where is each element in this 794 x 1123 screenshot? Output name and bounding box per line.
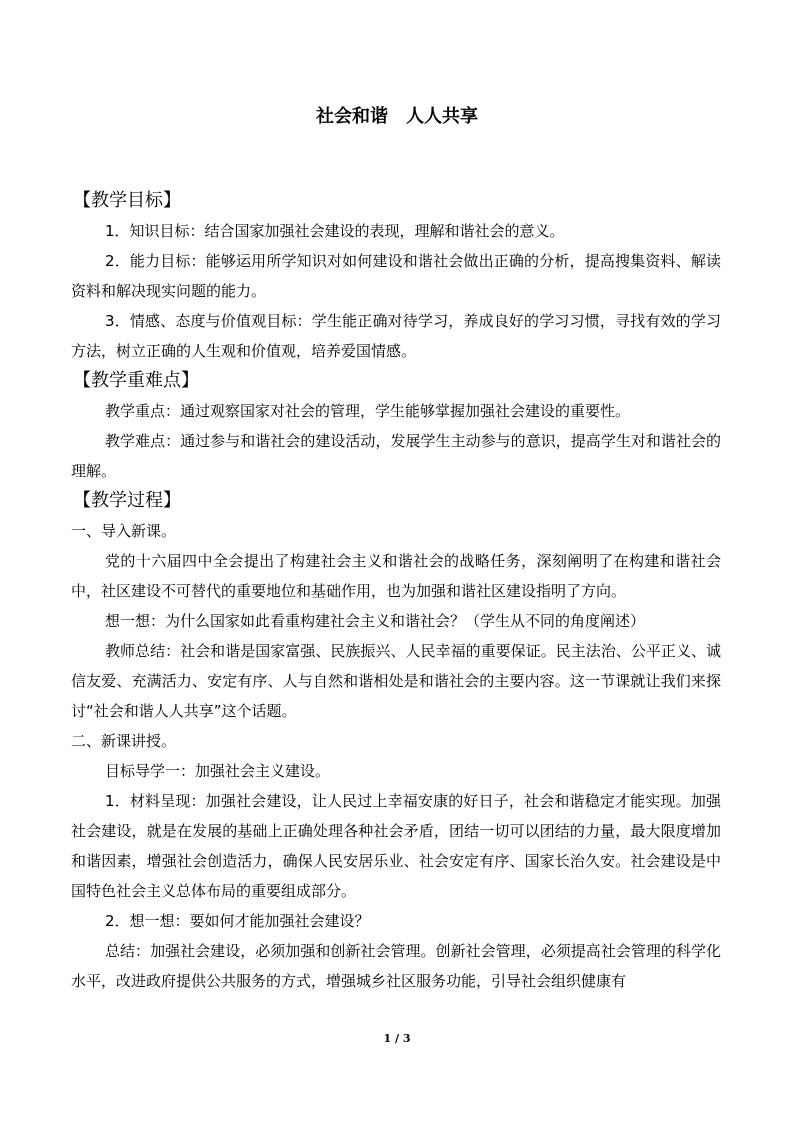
page-number: 1 / 3 (383, 1032, 411, 1045)
paragraph: 党的十六届四中全会提出了构建社会主义和谐社会的战略任务，深刻阐明了在构建和谐社会中，社区建设不可替代的重要地位和基础作用，也为加强和谐社区建设指明了方向。 (71, 552, 721, 600)
page-title: 社会和谐 人人共享 (316, 106, 478, 127)
document-body (71, 186, 721, 996)
section-introduction: 一、导入新课。 (71, 522, 177, 540)
paragraph: 总结：加强社会建设，必须加强和创新社会管理。创新社会管理，必须提高社会管理的科学化水平，改进政府提供公共服务的方式，增强城乡社区服务功能，引导社会组织健康有 (71, 942, 721, 990)
goal-emotion: 3．情感、态度与价值观目标：学生能正确对待学习，养成良好的学习习惯，寻找有效的学习方法，树立正确的人生观和价值观，培养爱国情感。 (71, 312, 721, 360)
difficult-point: 教学难点：通过参与和谐社会的建设活动，发展学生主动参与的意识，提高学生对和谐社会的理解。 (71, 432, 721, 480)
paragraph: 教师总结：社会和谐是国家富强、民族振兴、人民幸福的重要保证。民主法治、公平正义、诚信友爱、充满活力、安定有序、人与自然和谐相处是和谐社会的主要内容。这一节课就让我们来探讨“社会和谐人人共享”这个话题。 (71, 642, 721, 720)
heading-teaching-goals: 【教学目标】 (73, 190, 181, 211)
paragraph: 目标导学一：加强社会主义建设。 (105, 762, 331, 780)
paragraph: 想一想：为什么国家如此看重构建社会主义和谐社会？（学生从不同的角度阐述） (105, 612, 646, 630)
goal-knowledge: 1．知识目标：结合国家加强社会建设的表现，理解和谐社会的意义。 (105, 222, 565, 240)
key-point: 教学重点：通过观察国家对社会的管理，学生能够掌握加强社会建设的重要性。 (105, 402, 631, 420)
section-new-lesson: 二、新课讲授。 (71, 732, 177, 750)
heading-teaching-process: 【教学过程】 (73, 490, 181, 511)
paragraph: 2．想一想：要如何才能加强社会建设？ (105, 912, 370, 930)
heading-key-points: 【教学重难点】 (73, 370, 199, 391)
paragraph: 1．材料呈现：加强社会建设，让人民过上幸福安康的好日子，社会和谐稳定才能实现。加强社会建设，就是在发展的基础上正确处理各种社会矛盾，团结一切可以团结的力量，最大限度增加和谐因素，增强社会创造活力，确保人民安居乐业、社会安定有序、国家长治久安。社会建设是中国特色社会主义总体布局的重要组成部分。 (71, 792, 721, 900)
goal-ability: 2．能力目标：能够运用所学知识对如何建设和谐社会做出正确的分析，提高搜集资料、解读资料和解决现实问题的能力。 (71, 252, 721, 300)
